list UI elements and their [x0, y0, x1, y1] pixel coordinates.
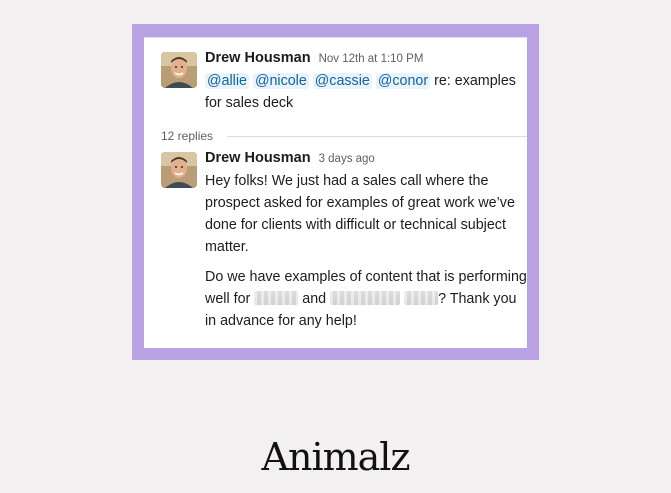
timestamp[interactable]: 3 days ago — [318, 153, 375, 165]
message-header — [205, 150, 527, 168]
timestamp[interactable]: Nov 12th at 1:10 PM — [318, 53, 424, 65]
paragraph-2-start: Do we have examples of content that is performing well for — [205, 269, 527, 307]
screenshot-frame — [132, 24, 539, 360]
paragraph-2-end: ? Thank you in advance for any help! — [205, 291, 517, 329]
replies-line — [227, 136, 527, 137]
author-name[interactable]: Drew Housman — [205, 150, 311, 166]
slack-thread-panel — [144, 37, 527, 348]
mention-cassie[interactable]: @cassie — [314, 73, 370, 89]
message-text — [205, 70, 527, 114]
redacted-client-name — [330, 291, 400, 305]
message-text — [205, 170, 527, 332]
message-paragraph-2 — [205, 266, 527, 332]
avatar-image — [161, 52, 197, 88]
animalz-logo: Animalz — [261, 435, 410, 479]
paragraph-2-middle: and — [298, 291, 331, 307]
redacted-client-name — [404, 291, 438, 305]
replies-count[interactable]: 12 replies — [161, 129, 214, 143]
avatar[interactable] — [161, 52, 197, 88]
mention-allie[interactable]: @allie — [207, 73, 247, 89]
mention-conor[interactable]: @conor — [377, 73, 429, 89]
avatar-image — [161, 152, 197, 188]
message-text-rest: re: examples for sales deck — [205, 73, 516, 111]
author-name[interactable]: Drew Housman — [205, 50, 311, 66]
mention-nicole[interactable]: @nicole — [254, 73, 307, 89]
divider — [144, 37, 527, 38]
avatar[interactable] — [161, 152, 197, 188]
message-body — [205, 150, 527, 332]
replies-divider — [161, 129, 527, 143]
redacted-client-name — [254, 291, 298, 305]
message-body — [205, 50, 527, 114]
message-header — [205, 50, 527, 68]
message-paragraph-1: Hey folks! We just had a sales call where the prospect asked for examples of great work we’ve done for clients with difficult or technical subject matter. — [205, 173, 515, 255]
